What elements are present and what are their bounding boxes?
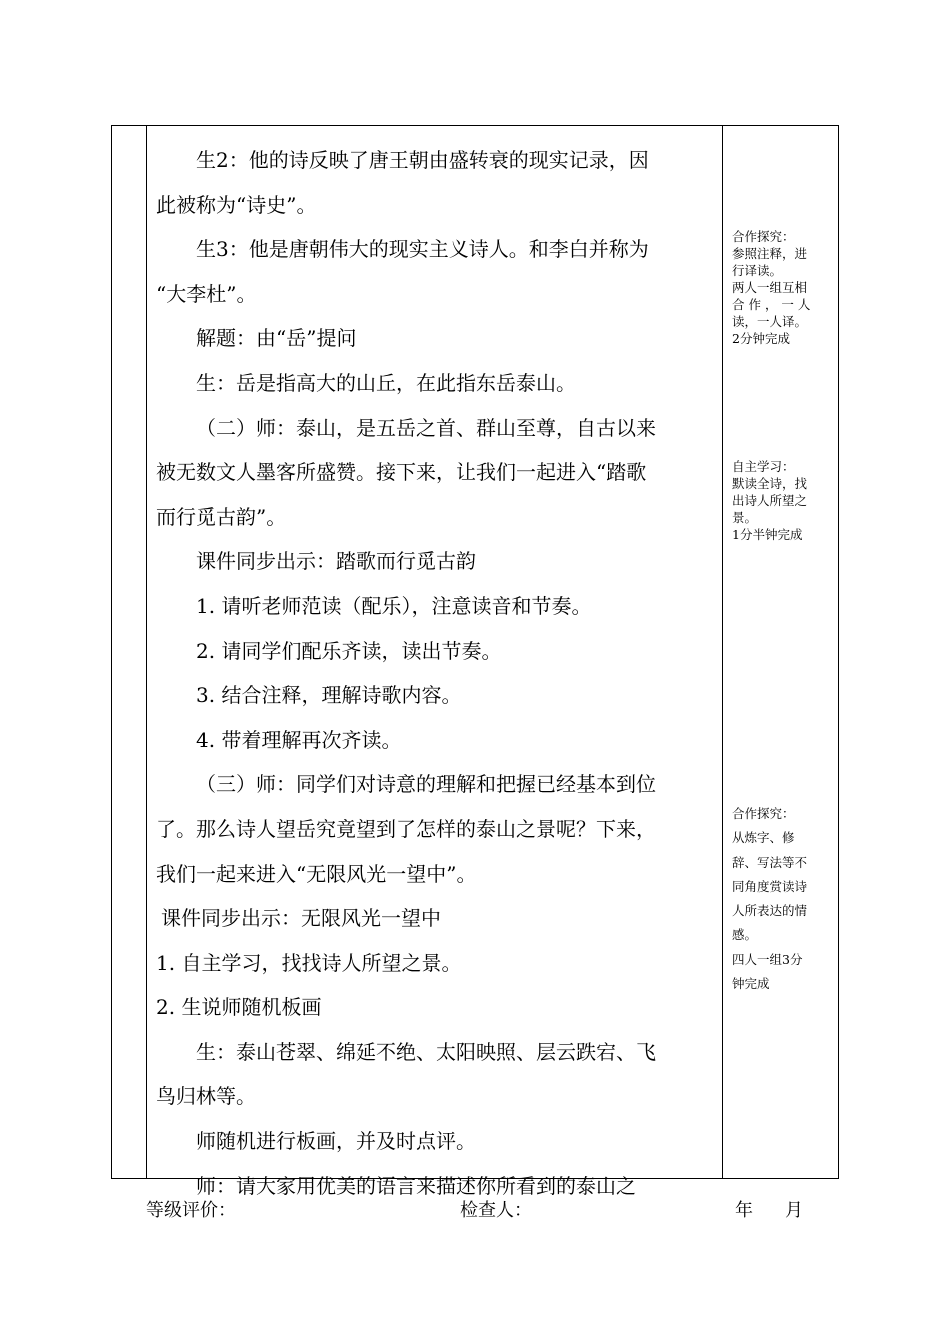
- side-note-line: 合作探究：: [732, 229, 795, 244]
- content-line: “大李杜”。: [156, 281, 257, 306]
- column-divider-right: [722, 126, 723, 1178]
- side-note-line: 辞、写法等不: [732, 854, 808, 870]
- content-line: 此被称为“诗史”。: [156, 192, 317, 217]
- side-note-line: 读，一人译。: [732, 314, 808, 329]
- content-line: 3. 结合注释，理解诗歌内容。: [196, 683, 462, 708]
- lesson-table: [111, 125, 839, 1198]
- side-note-line: 默读全诗，找: [732, 476, 808, 491]
- column-divider-left: [146, 126, 147, 1178]
- content-line: 师随机进行板画，并及时点评。: [196, 1129, 476, 1154]
- content-line: 生3：他是唐朝伟大的现实主义诗人。和李白并称为: [196, 237, 649, 262]
- content-line: 解题：由“岳”提问: [196, 326, 357, 351]
- side-note-line: 人所表达的情: [732, 903, 808, 919]
- content-line: 鸟归林等。: [156, 1084, 256, 1109]
- side-note-cooperative-appreciation: [732, 802, 834, 996]
- content-line: 1. 请听老师范读（配乐），注意读音和节奏。: [196, 593, 592, 618]
- content-line: 生：泰山苍翠、绵延不绝、太阳映照、层云跌宕、飞: [196, 1039, 656, 1064]
- side-note-self-study: [732, 458, 834, 543]
- side-note-line: 合作探究：: [732, 806, 795, 821]
- side-note-line: 钟完成: [732, 976, 770, 992]
- content-line: 了。那么诗人望岳究竟望到了怎样的泰山之景呢？下来，: [156, 816, 656, 841]
- side-note-line: 出诗人所望之: [732, 493, 808, 508]
- side-note-line: 自主学习：: [732, 459, 795, 474]
- side-note-line: 1分半钟完成: [732, 527, 803, 542]
- content-line: 而行觅古韵”。: [156, 504, 287, 529]
- side-note-line: 感。: [732, 927, 758, 943]
- side-note-line: 景。: [732, 510, 758, 525]
- side-note-line: 四人一组3分: [732, 951, 803, 967]
- content-line: 生2：他的诗反映了唐王朝由盛转衰的现实记录，因: [196, 148, 649, 172]
- content-line: 课件同步出示：无限风光一望中: [161, 906, 441, 931]
- side-note-line: 参照注释，进: [732, 246, 808, 261]
- year-label: 年: [735, 1200, 753, 1221]
- side-note-line: 2分钟完成: [732, 331, 790, 346]
- content-line: 我们一起来进入“无限风光一望中”。: [156, 861, 477, 886]
- side-note-line: 两人一组互相: [732, 280, 808, 295]
- grade-evaluation-label: 等级评价：: [146, 1200, 236, 1221]
- content-line: 课件同步出示：踏歌而行觅古韵: [196, 549, 476, 574]
- content-line: （二）师：泰山，是五岳之首、群山至尊，自古以来: [196, 415, 656, 440]
- checker-label: 检查人：: [460, 1200, 532, 1221]
- lesson-content: [156, 138, 718, 1198]
- content-line: 生：岳是指高大的山丘，在此指东岳泰山。: [196, 370, 576, 395]
- content-line: 2. 生说师随机板画: [156, 995, 322, 1020]
- side-note-line: 同角度赏读诗: [732, 878, 808, 894]
- month-label: 月: [785, 1200, 803, 1221]
- content-line: 师：请大家用优美的语言来描述你所看到的泰山之: [196, 1173, 636, 1198]
- content-line: 2. 请同学们配乐齐读，读出节奏。: [196, 638, 502, 663]
- content-line: 4. 带着理解再次齐读。: [196, 727, 402, 752]
- content-line: 1. 自主学习，找找诗人所望之景。: [156, 950, 462, 975]
- side-note-line: 从炼字、修: [732, 830, 795, 846]
- content-line: 被无数文人墨客所盛赞。接下来，让我们一起进入“踏歌: [156, 460, 647, 485]
- side-note-line: 行译读。: [732, 263, 783, 278]
- content-line: （三）师：同学们对诗意的理解和把握已经基本到位: [196, 772, 656, 797]
- side-note-cooperative-translation: [732, 228, 834, 347]
- side-note-line: 合 作 ， 一 人: [732, 297, 811, 312]
